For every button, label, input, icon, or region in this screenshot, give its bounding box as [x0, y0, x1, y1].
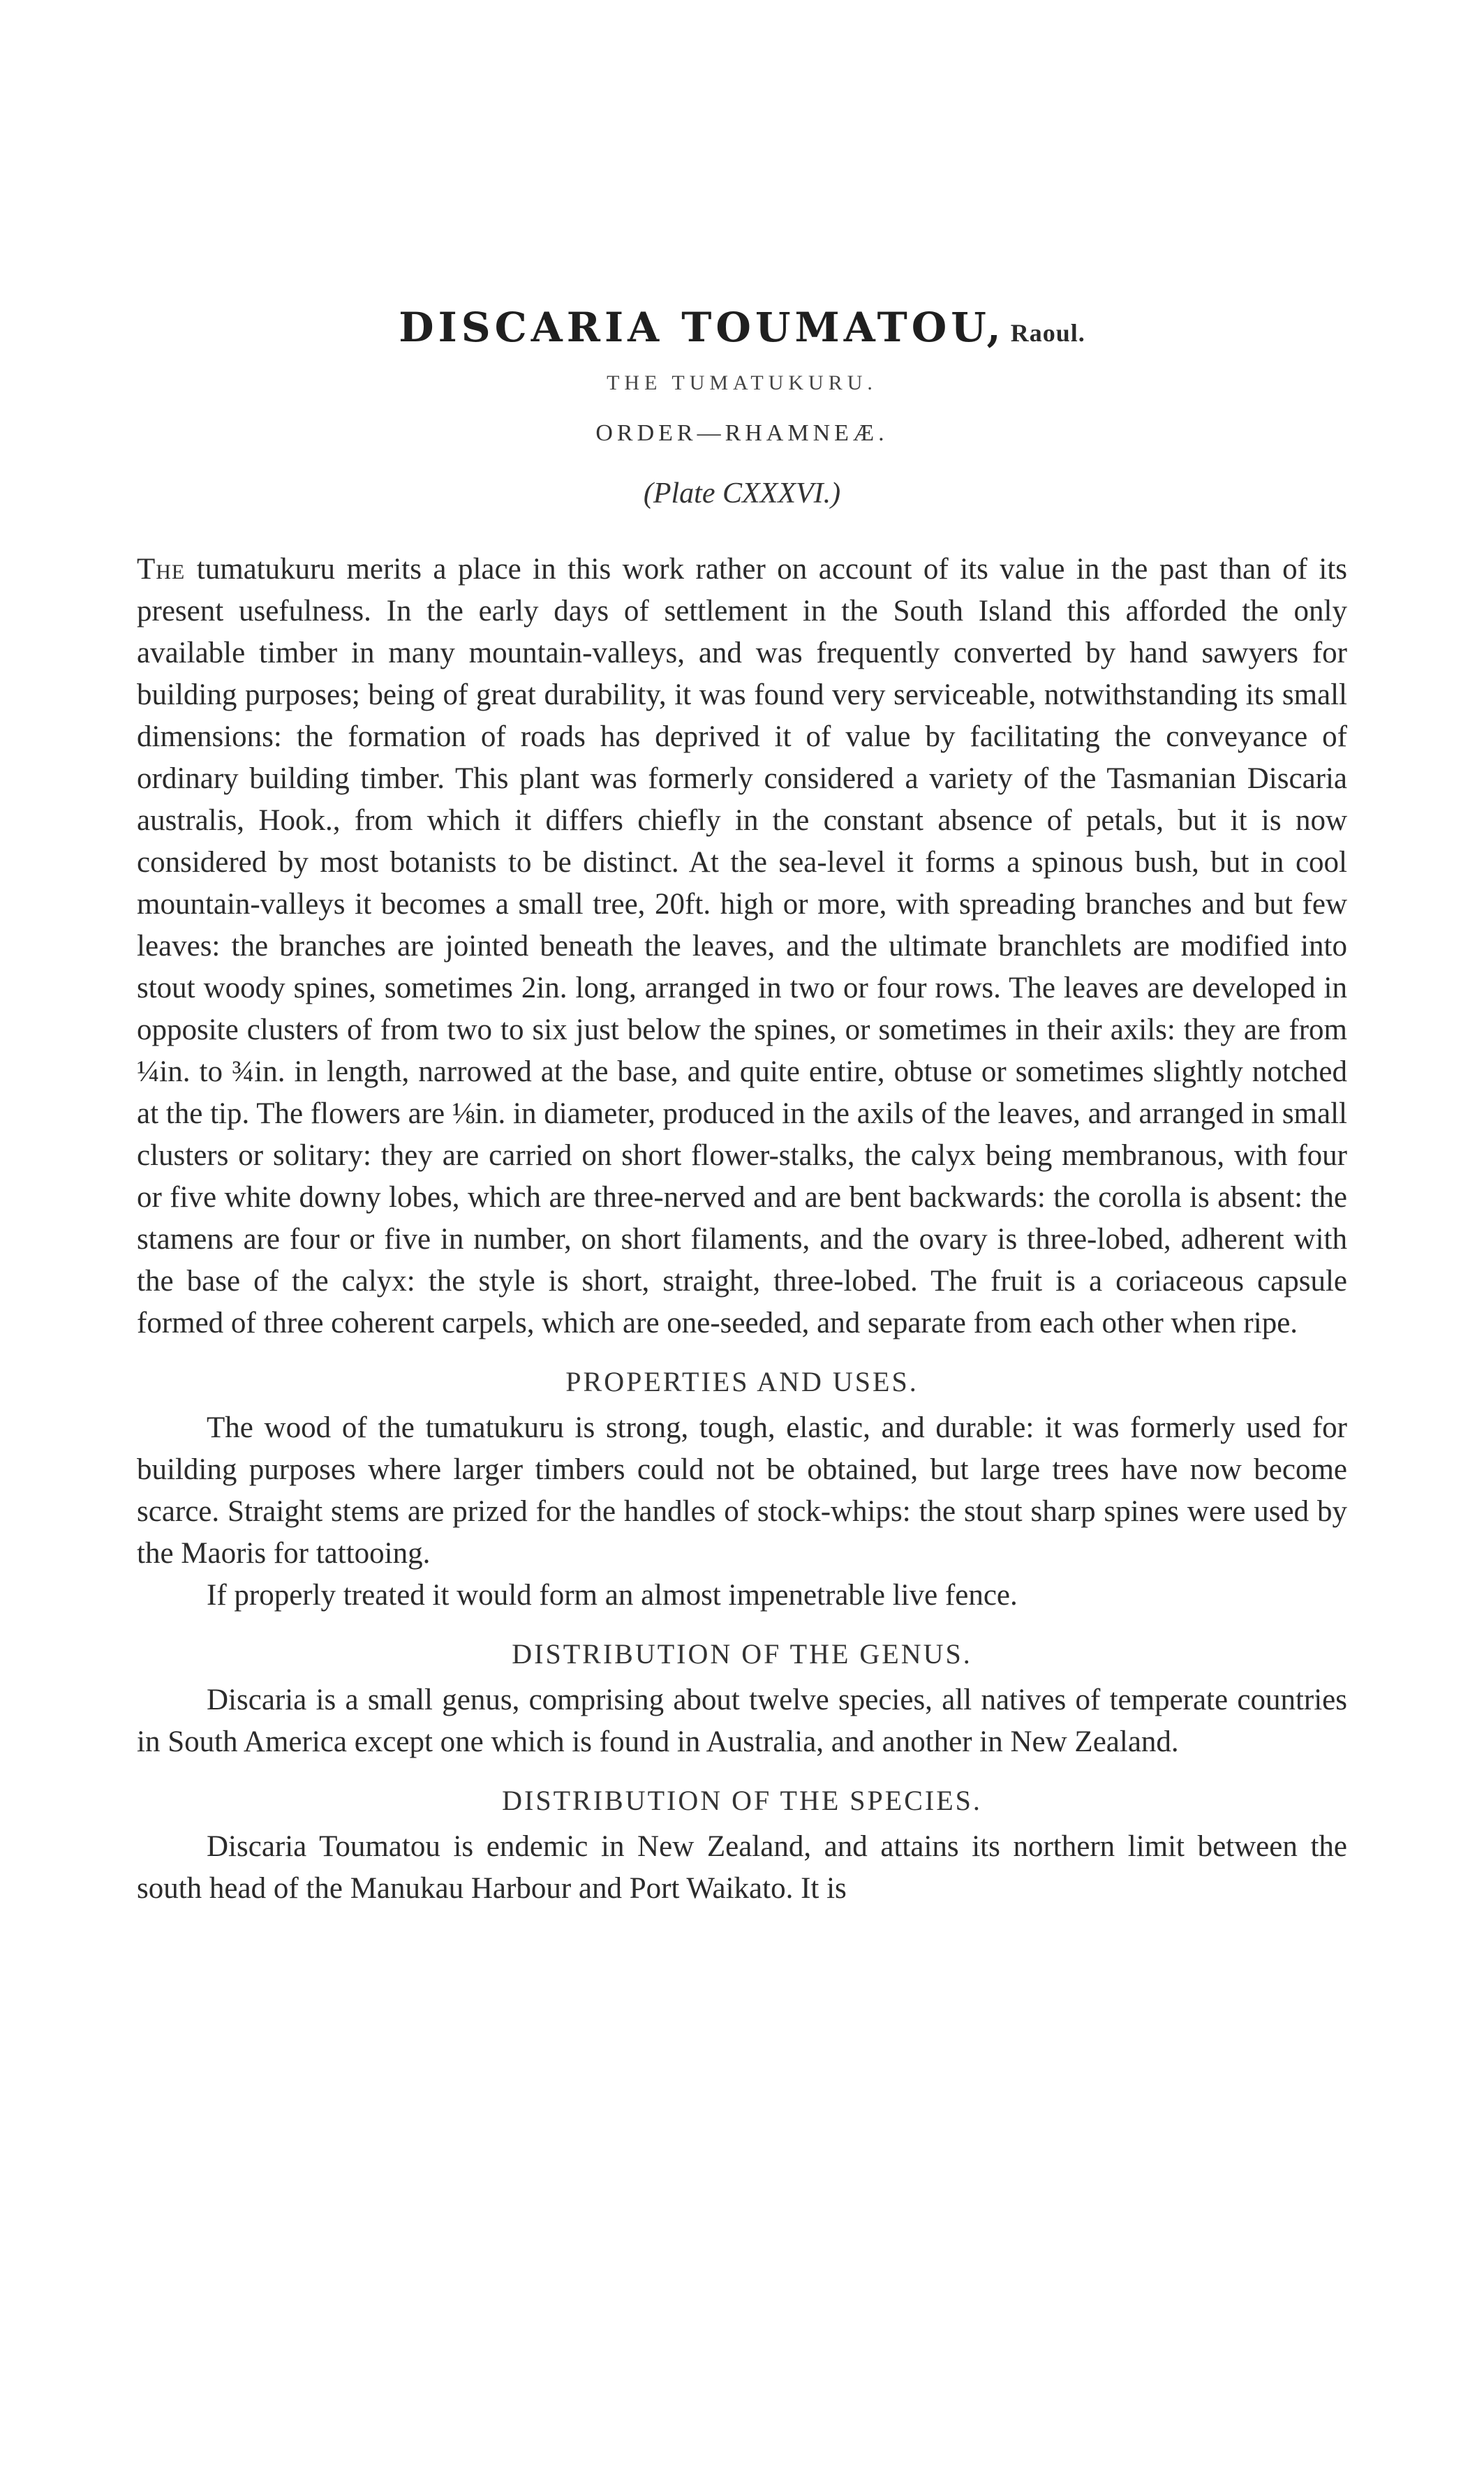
plate-reference: (Plate CXXXVI.)	[643, 477, 841, 510]
properties-paragraph-2: If properly treated it would form an almost impenetrable live fence.	[207, 1579, 1018, 1612]
intro-paragraph	[137, 549, 1347, 1344]
intro-lead-word: The	[137, 553, 186, 586]
genus-distribution-paragraph: Discaria is a small genus, comprising about twelve species, all natives of temperate countries in South America except one which is found in Australia, and another in New Zealand.	[137, 1684, 1347, 1758]
species-author: Raoul.	[1010, 319, 1085, 347]
properties-paragraph-1: The wood of the tumatukuru is strong, tough, elastic, and durable: it was formerly used for building purposes where larger timbers could not be obtained, but large trees have now become scarce. Straight stems are prized for the handles of stock-whips: the stout sharp spines were used by the Maoris for tattooing.	[137, 1411, 1347, 1570]
properties-section	[137, 1407, 1347, 1617]
order-name: ORDER—RHAMNEÆ.	[595, 420, 889, 446]
species-name: DISCARIA TOUMATOU,	[399, 304, 1005, 351]
species-distribution-paragraph: Discaria Toumatou is endemic in New Zealand, and attains its northern limit between the south head of the Manukau Harbour and Port Waikato. It is	[137, 1830, 1347, 1905]
intro-text: tumatukuru merits a place in this work rather on account of its value in the past than of its present usefulness. In the early days of settlement in the South Island this afforded the only available timber in many mountain-valleys, and was frequently converted by hand sawyers for building purposes; being of great durability, it was found very serviceable, notwithstanding its small dimensions: the formation of roads has deprived it of value by facilitating the conveyance of ordinary building timber. This plant was formerly considered a variety of the Tasmanian Discaria australis, Hook., from which it differs chiefly in the constant absence of petals, but it is now considered by most botanists to be distinct. At the sea-level it forms a spinous bush, but in cool mountain-valleys it becomes a small tree, 20ft. high or more, with spreading branches and but few leaves: the branches are jointed beneath the leaves, and the ultimate branchlets are modified into stout woody spines, sometimes 2in. long, arranged in two or four rows. The leaves are developed in opposite clusters of from two to six just below the spines, or sometimes in their axils: they are from ¼in. to ¾in. in length, narrowed at the base, and quite entire, obtuse or sometimes slightly notched at the tip. The flowers are ⅛in. in diameter, produced in the axils of the leaves, and arranged in small clusters or solitary: they are carried on short flower-stalks, the calyx being membranous, with four or five white downy lobes, which are three-nerved and are bent backwards: the corolla is absent: the stamens are four or five in number, on short filaments, and the ovary is three-lobed, adherent with the base of the calyx: the style is short, straight, three-lobed. The fruit is a coriaceous capsule formed of three coherent carpels, which are one-seeded, and separate from each other when ripe.	[137, 553, 1347, 1339]
genus-distribution-section	[137, 1679, 1347, 1763]
genus-distribution-heading: DISTRIBUTION OF THE GENUS.	[512, 1638, 972, 1670]
species-distribution-section	[137, 1826, 1347, 1910]
species-distribution-heading: DISTRIBUTION OF THE SPECIES.	[502, 1785, 982, 1816]
intro-section	[137, 549, 1347, 1344]
properties-heading: PROPERTIES AND USES.	[565, 1366, 919, 1397]
species-title	[137, 304, 1347, 351]
common-name: THE TUMATUKURU.	[607, 371, 877, 394]
document-page	[137, 304, 1347, 1910]
